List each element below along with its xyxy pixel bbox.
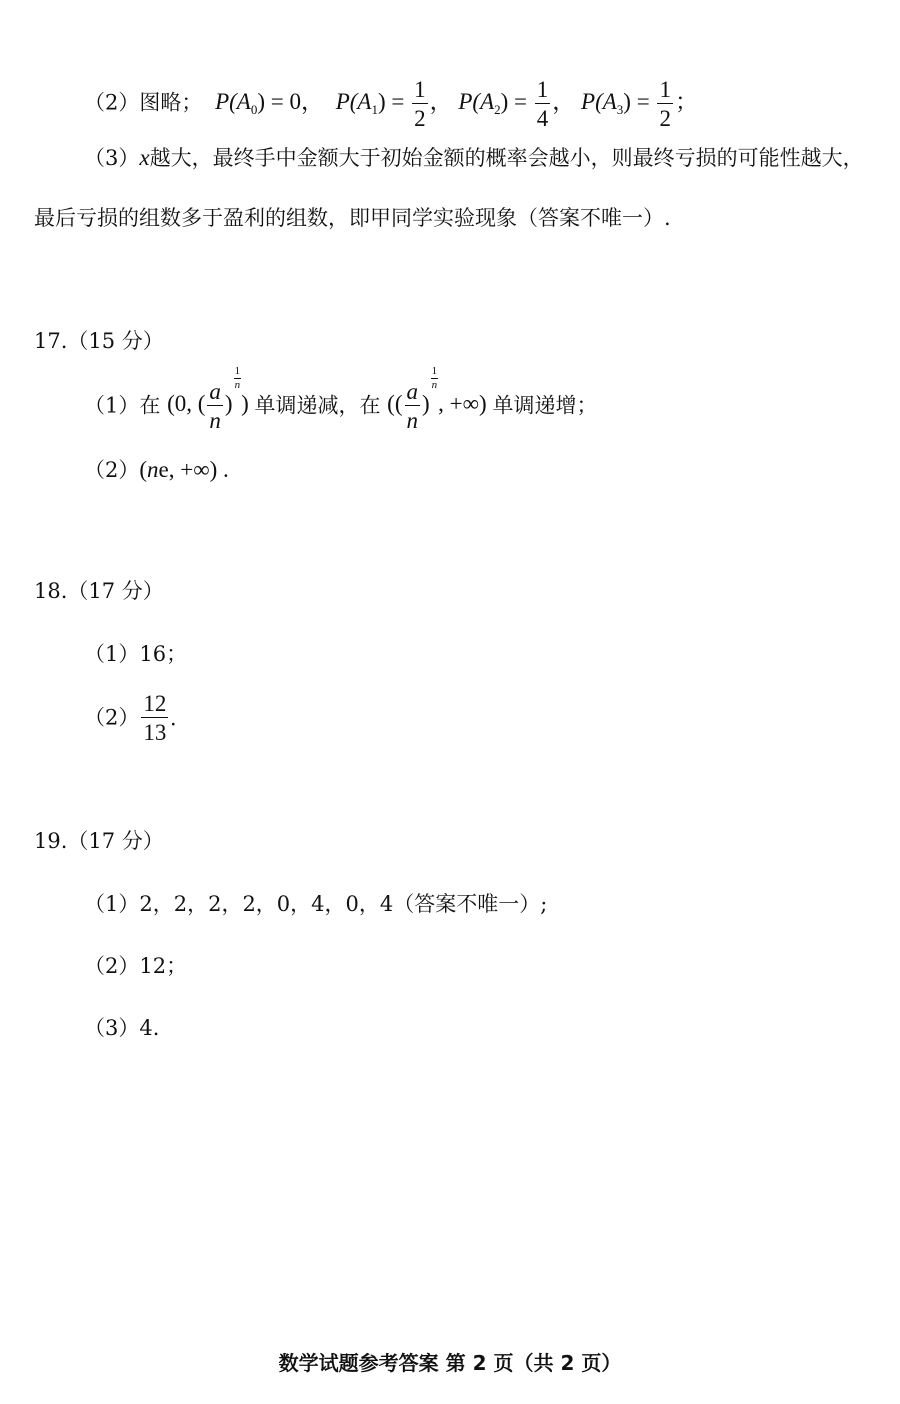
p17-part2-open: (	[139, 457, 148, 482]
p16-p2-fraction	[535, 78, 551, 130]
p17-interval1-exponent	[234, 366, 242, 391]
p16-p1-eq: ) =	[377, 89, 405, 115]
p17-part2-prefix: （2）	[84, 458, 140, 482]
p19-part1: （1）2，2，2，2，0，4，0，4（答案不唯一）;	[84, 892, 548, 916]
p17-interval2	[387, 364, 492, 433]
p16-p0-label: P(A	[215, 89, 251, 115]
p17-interval1-exp-num: 1	[234, 364, 241, 377]
p16-p1-denominator: 2	[414, 106, 426, 131]
p16-part3-text1: 越大，最终手中金额大于初始金额的概率会越小，则最终亏损的可能性越大，	[149, 146, 864, 170]
p16-p2	[458, 77, 581, 131]
p19-part2: （2）12；	[84, 954, 188, 978]
p16-p3-eq: ) =	[623, 89, 650, 115]
p16-part3-line2	[34, 208, 671, 229]
p17-interval2-n: n	[406, 408, 418, 433]
p18-part2-denominator: 13	[143, 720, 167, 745]
p16-part2-prefix: （2）图略；	[84, 90, 203, 115]
p16-part3-var: x	[139, 145, 150, 170]
p17-part2-answer	[139, 457, 228, 482]
p18-heading: 18.（17 分）	[34, 579, 164, 603]
p16-p3-label: P(A	[581, 89, 617, 115]
p16-p2-label: P(A	[458, 89, 495, 115]
p19-heading: 19.（17 分）	[34, 829, 164, 853]
p17-heading: 17.（15 分）	[34, 329, 164, 353]
p17-part2-line	[84, 458, 229, 481]
p16-p1-fraction	[412, 78, 428, 130]
p17-interval1	[167, 364, 254, 433]
p17-interval1-exp-den: n	[234, 378, 241, 391]
p16-part3-line1	[84, 146, 864, 169]
p16-p3	[581, 77, 698, 131]
p17-part2-n: n	[147, 457, 159, 482]
p16-part2-line	[84, 78, 698, 130]
p17-part1-mid: 单调递减，在	[254, 393, 381, 418]
p16-p0-sub: 0	[250, 102, 258, 118]
p18-part2-prefix: （2）	[84, 705, 140, 730]
p18-part2-end: .	[170, 705, 177, 731]
p17-interval1-n: n	[209, 408, 221, 433]
p17-interval2-close: , +∞)	[438, 391, 487, 417]
p17-interval1-close: )	[241, 391, 249, 417]
p16-p3-end: ；	[674, 89, 698, 115]
p17-part2-rest: e, +∞) .	[158, 457, 229, 482]
p16-p0	[215, 89, 330, 118]
p16-p1-label: P(A	[335, 89, 372, 115]
p16-p1-sub: 1	[371, 102, 378, 118]
p18-part2-fraction	[141, 692, 168, 744]
p16-p1	[335, 77, 459, 131]
p16-p0-value: ) = 0，	[257, 89, 324, 115]
p16-p2-sub: 2	[494, 102, 501, 118]
p16-part3-text2: 最后亏损的组数多于盈利的组数，即甲同学实验现象（答案不唯一）.	[34, 206, 671, 230]
p16-p2-denominator: 4	[536, 106, 549, 131]
p16-p2-eq: ) =	[500, 89, 528, 115]
page-footer: 数学试题参考答案 第 2 页（共 2 页）	[278, 1351, 622, 1375]
p16-p2-numerator: 1	[536, 77, 549, 102]
p16-p2-sep: ，	[552, 89, 576, 115]
p19-part3: （3）4.	[84, 1016, 160, 1040]
p16-p3-fraction	[657, 78, 673, 130]
p18-part1: （1）16；	[84, 642, 188, 666]
p17-interval2-fraction	[405, 380, 421, 432]
p17-interval1-close-paren: )	[224, 391, 233, 417]
p17-interval2-close-paren: )	[422, 391, 430, 417]
p16-part3-prefix: （3）	[84, 146, 140, 170]
p17-interval2-open: ((	[387, 391, 403, 417]
p17-part1-line	[84, 364, 598, 433]
p16-p3-denominator: 2	[659, 106, 671, 131]
p17-interval2-exponent	[431, 366, 439, 391]
p17-interval2-exp-num: 1	[431, 364, 438, 377]
p17-interval2-a: a	[406, 379, 418, 404]
p17-interval1-a: a	[209, 379, 221, 404]
p16-p1-numerator: 1	[414, 77, 426, 102]
p18-part2-line	[84, 692, 176, 744]
p18-part2-numerator: 12	[143, 691, 167, 716]
p17-interval1-open: (0, (	[167, 391, 206, 417]
p17-interval2-exp-den: n	[431, 378, 438, 391]
p17-interval1-fraction	[207, 380, 223, 432]
p16-p3-numerator: 1	[659, 77, 671, 102]
p16-p1-sep: ，	[429, 89, 453, 115]
p17-part1-prefix: （1）在	[84, 393, 161, 418]
p17-part1-end: 单调递增；	[492, 393, 598, 418]
p16-p3-sub: 3	[616, 102, 624, 118]
